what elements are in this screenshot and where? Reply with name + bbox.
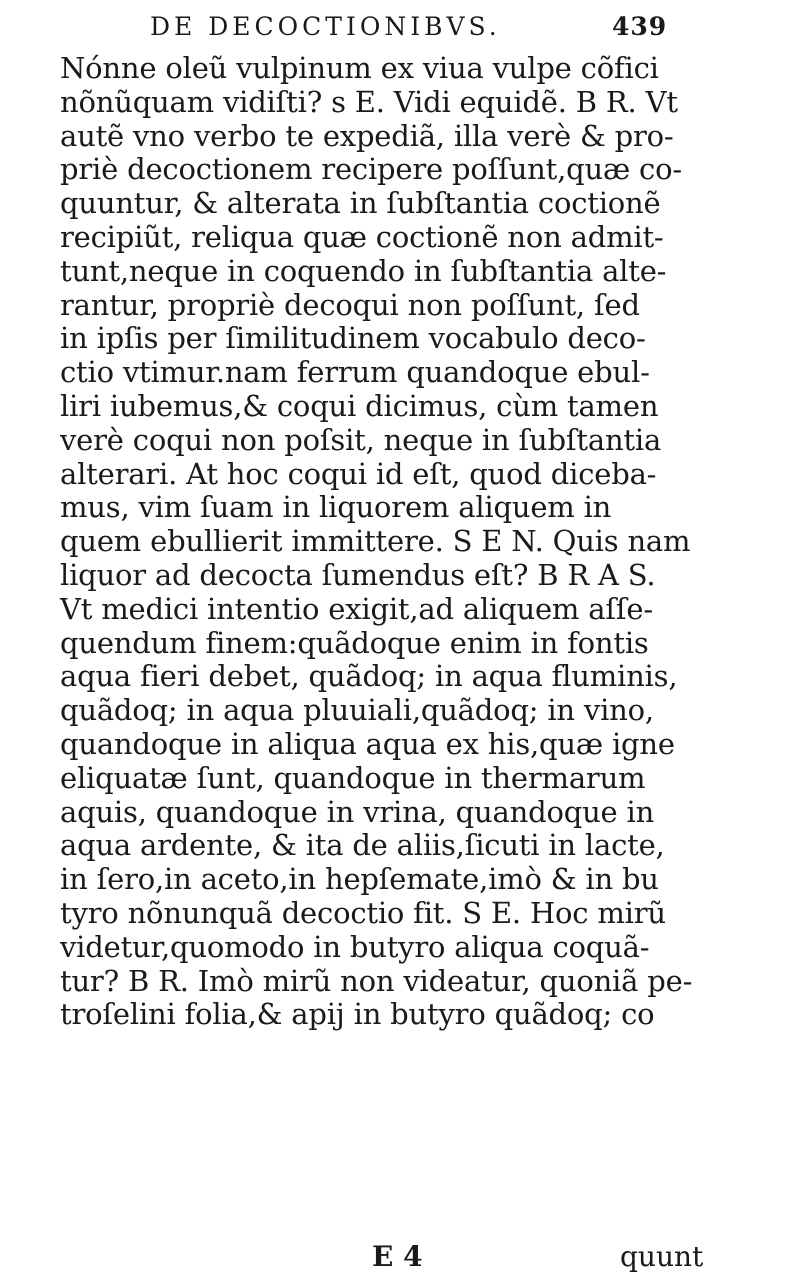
text-line: verè coqui non poſsit, neque in ſubſtantia (60, 422, 662, 457)
text-line: aquis, quandoque in vrina, quandoque in (60, 794, 655, 829)
catchword: quunt (620, 1240, 704, 1273)
text-line: quãdoq; in aqua pluuiali,quãdoq; in vino, (60, 693, 654, 728)
text-line: autẽ vno verbo te expediã, illa verè & pro- (60, 118, 674, 153)
text-line: rantur, propriè decoqui non poſſunt, ſed (60, 287, 640, 322)
text-line: liri iubemus,& coqui dicimus, cùm tamen (60, 388, 659, 423)
text-line: troſelini folia,& apij in butyro quãdoq; co (60, 997, 655, 1032)
text-line: in ipſis per ſimilitudinem vocabulo deco- (60, 321, 646, 356)
text-line: quendum finem:quãdoque enim in fontis (60, 625, 649, 660)
text-line: priè decoctionem recipere poſſunt,quæ co- (60, 152, 682, 187)
text-line: Nónne oleũ vulpinum ex viua vulpe cõfici (60, 51, 659, 85)
text-line: ctio vtimur.nam ferrum quandoque ebul- (60, 355, 650, 390)
text-line: eliquatæ ſunt, quandoque in thermarum (60, 760, 646, 795)
page-number: 439 (612, 12, 668, 41)
text-line: tyro nõnunquã decoctio fit. S E. Hoc mirũ (60, 895, 666, 930)
text-line: aqua fieri debet, quãdoq; in aqua fluminis, (60, 659, 678, 694)
text-line: quem ebullierit immittere. S E N. Quis nam (60, 524, 691, 559)
running-head (150, 12, 790, 48)
text-line: quandoque in aliqua aqua ex his,quæ igne (60, 726, 675, 761)
text-line: alterari. At hoc coqui id eſt, quod diceba- (60, 456, 657, 491)
signature-mark: E 4 (372, 1240, 423, 1273)
body-text (60, 52, 760, 1032)
text-line: recipiũt, reliqua quæ coctionẽ non admit- (60, 219, 664, 254)
text-line: Vt medici intentio exigit,ad aliquem aſſe- (60, 591, 653, 626)
text-line: tur? B R. Imò mirũ non videatur, quoniã pe- (60, 963, 693, 998)
text-line: in ſero,in aceto,in hepſemate,imò & in bu (60, 862, 659, 897)
text-line: tunt,neque in coquendo in ſubſtantia alte- (60, 253, 667, 288)
text-line: aqua ardente, & ita de aliis,ſicuti in lacte, (60, 828, 665, 863)
text-line: liquor ad decocta ſumendus eſt? B R A S. (60, 557, 656, 592)
text-line: quuntur, & alterata in ſubſtantia coctionẽ (60, 186, 661, 221)
text-line: mus, vim ſuam in liquorem aliquem in (60, 490, 612, 525)
text-line: nõnũquam vidiſti? s E. Vidi equidẽ. B R. Vt (60, 84, 678, 119)
running-head-title: DE DECOCTIONIBVS. (150, 12, 501, 41)
page-footer (60, 1240, 760, 1273)
text-line: videtur,quomodo in butyro aliqua coquã- (60, 929, 650, 964)
